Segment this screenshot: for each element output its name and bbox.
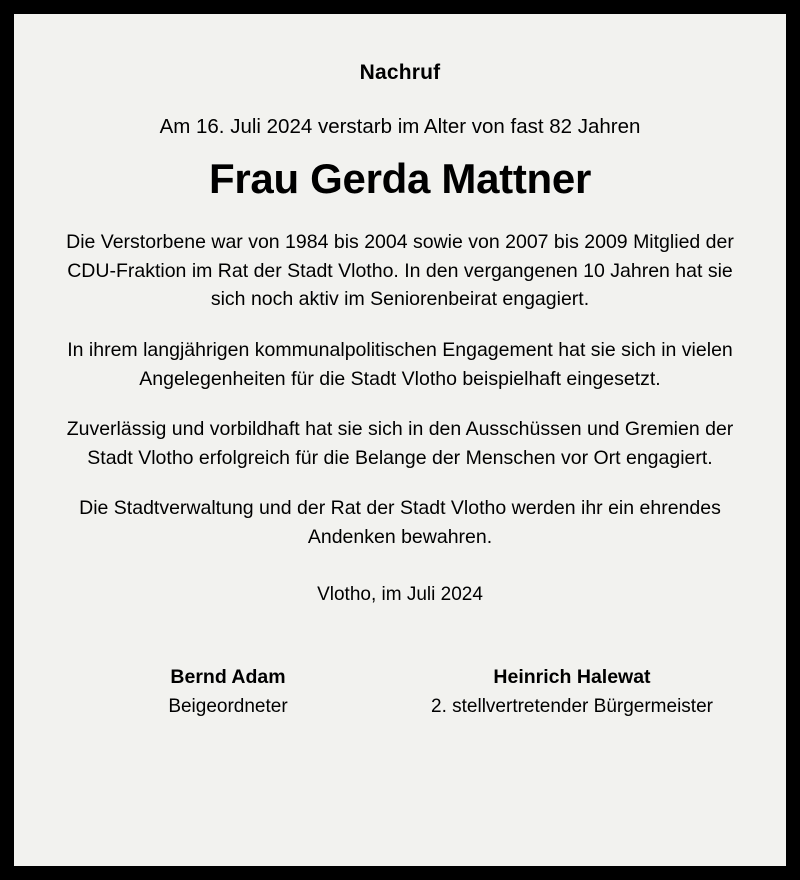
place-and-date: Vlotho, im Juli 2024 bbox=[317, 583, 483, 605]
death-announcement-line: Am 16. Juli 2024 verstarb im Alter von fast 82 Jahren bbox=[159, 115, 641, 139]
notice-heading: Nachruf bbox=[359, 61, 441, 84]
signature-right bbox=[400, 664, 744, 719]
obituary-card bbox=[14, 14, 786, 866]
tribute-paragraph-3: Zuverlässig und vorbildhaft hat sie sich in den Ausschüssen und Gremien der Stadt Vlotho erfolgreich für die Belange der Menschen vor Ort engagiert. bbox=[66, 418, 734, 469]
tribute-paragraph-2: In ihrem langjährigen kommunalpolitischen Engagement hat sie sich in vielen Angelegenheiten für die Stadt Vlotho beispielhaft eingesetzt. bbox=[67, 338, 733, 390]
signatory-name: Heinrich Halewat bbox=[493, 666, 651, 689]
signatory-name: Bernd Adam bbox=[170, 666, 286, 689]
tribute-paragraph-1: Die Verstorbene war von 1984 bis 2004 sowie von 2007 bis 2009 Mitglied der CDU-Fraktion im Rat der Stadt Vlotho. In den vergangenen 10 Jahren hat sie sich noch aktiv im Seniorenbeirat engagiert. bbox=[66, 230, 734, 311]
tribute-paragraph-4: Die Stadtverwaltung und der Rat der Stadt Vlotho werden ihr ein ehrendes Andenken bewahren. bbox=[79, 497, 721, 549]
signatory-role: Beigeordneter bbox=[168, 695, 288, 717]
deceased-name: Frau Gerda Mattner bbox=[208, 154, 591, 202]
signature-left bbox=[56, 664, 400, 719]
signature-block bbox=[48, 664, 752, 719]
signatory-role: 2. stellvertretender Bürgermeister bbox=[431, 695, 713, 717]
